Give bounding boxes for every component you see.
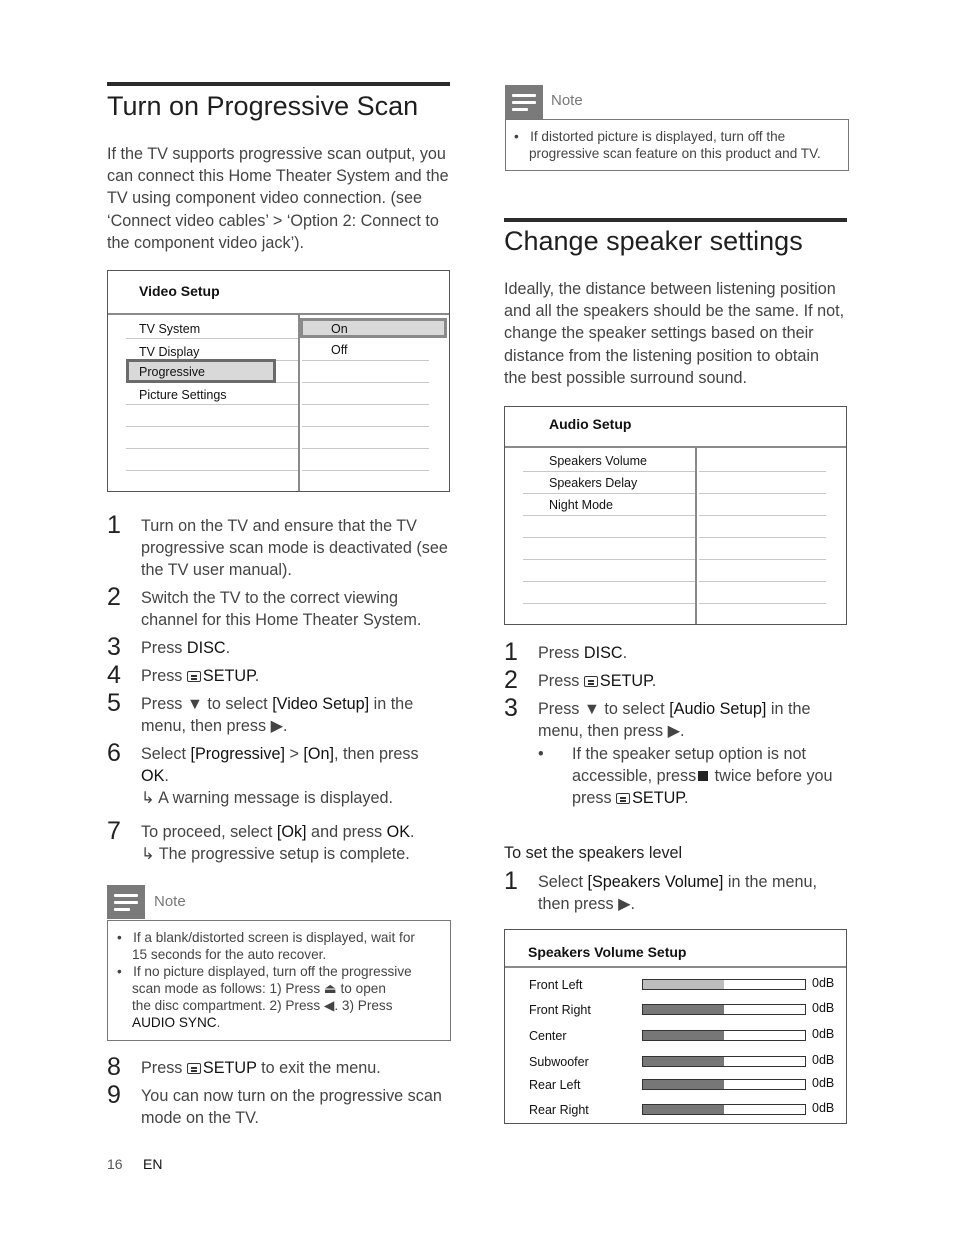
speaker-level-fill (643, 1031, 724, 1040)
step-6-text: Select [Progressive] > [On], then press OK. ↳ A warning message is displayed. (141, 745, 419, 808)
intro-line: TV using component video connection. (see (107, 189, 422, 208)
step-number: 3 (504, 694, 518, 722)
step-number: 5 (107, 689, 121, 717)
step-number: 1 (504, 638, 518, 666)
speaker-label: Center (529, 1029, 567, 1043)
speaker-level-value: 0dB (812, 1076, 835, 1090)
step-number: 6 (107, 739, 121, 767)
speaker-level-value: 0dB (812, 1101, 835, 1115)
intro-paragraph (107, 143, 452, 254)
speaker-level-value: 0dB (812, 976, 835, 990)
speaker-level-value: 0dB (812, 1053, 835, 1067)
eject-icon: ⏏ (323, 981, 337, 996)
speaker-level-slider[interactable] (642, 1004, 806, 1015)
menu-item-picture-settings[interactable]: Picture Settings (139, 388, 227, 402)
menu-item-tv-system[interactable]: TV System (139, 322, 201, 336)
subheading-speakers-level: To set the speakers level (504, 844, 683, 862)
step-2-text: Press SETUP. (538, 672, 657, 690)
speaker-level-slider[interactable] (642, 1030, 806, 1041)
page-number: 16 (107, 1156, 123, 1172)
video-setup-menu (107, 270, 450, 492)
note-list: • If distorted picture is displayed, turn off the progressive scan feature on this product and TV. (514, 129, 821, 161)
menu-column-divider (298, 315, 300, 491)
setup-icon (187, 671, 201, 682)
speaker-label: Rear Right (529, 1103, 589, 1117)
menu-item-speakers-delay[interactable]: Speakers Delay (549, 476, 638, 490)
step-5-text: Press ▼ to select [Video Setup] in the menu, then press ▶. (141, 695, 414, 736)
speaker-level-fill (643, 1105, 724, 1114)
option-on[interactable]: On (331, 322, 348, 336)
result-arrow-icon: ↳ (141, 845, 159, 864)
language-code: EN (143, 1156, 163, 1172)
note-label: Note (154, 893, 186, 910)
section-rule (107, 82, 450, 86)
section-rule (504, 218, 847, 222)
menu-divider (505, 966, 846, 968)
step-number: 2 (504, 666, 518, 694)
step-number: 9 (107, 1081, 121, 1109)
menu-item-tv-display[interactable]: TV Display (139, 345, 200, 359)
audio-setup-menu (504, 406, 847, 625)
intro-line: ‘Connect video cables’ > ‘Option 2: Connect to (107, 211, 439, 230)
menu-title: Speakers Volume Setup (528, 944, 687, 960)
setup-icon (187, 1063, 201, 1074)
speaker-level-value: 0dB (812, 1027, 835, 1041)
menu-title: Video Setup (139, 283, 220, 299)
section-title-progressive: Turn on Progressive Scan (107, 91, 419, 121)
menu-item-night-mode[interactable]: Night Mode (549, 498, 613, 512)
speaker-label: Rear Left (529, 1078, 581, 1092)
step-number: 4 (107, 661, 121, 689)
speaker-level-slider[interactable] (642, 1079, 806, 1090)
speaker-label: Subwoofer (529, 1055, 589, 1069)
speakers-volume-setup-panel (504, 929, 847, 1124)
speaker-level-fill (643, 1080, 724, 1089)
option-off[interactable]: Off (331, 343, 348, 357)
step-3-text: Press DISC. (141, 639, 231, 657)
speaker-level-slider[interactable] (642, 1104, 806, 1115)
menu-item-progressive[interactable]: Progressive (139, 365, 205, 379)
stop-icon (698, 771, 708, 781)
step-1-text: Turn on the TV and ensure that the TV progressive scan mode is deactivated (see the TV user manual). (141, 517, 448, 580)
sublevel-step-text: Select [Speakers Volume] in the menu, then press ▶. (538, 873, 817, 914)
setup-icon (616, 793, 630, 804)
intro-line: can connect this Home Theater System and the (107, 167, 449, 186)
step-2-text: Switch the TV to the correct viewing channel for this Home Theater System. (141, 589, 422, 630)
note-icon (107, 885, 145, 919)
note-label: Note (551, 92, 583, 109)
step-9-text: You can now turn on the progressive scan mode on the TV. (141, 1087, 442, 1128)
result-arrow-icon: ↳ (141, 789, 159, 808)
step-number: 1 (107, 511, 121, 539)
step-1-text: Press DISC. (538, 644, 628, 662)
speaker-label: Front Right (529, 1003, 591, 1017)
setup-icon (584, 676, 598, 687)
menu-title: Audio Setup (549, 416, 632, 432)
speaker-level-fill (643, 980, 724, 989)
speaker-level-fill (643, 1057, 724, 1066)
step-4-text: Press SETUP. (141, 667, 260, 685)
speaker-label: Front Left (529, 978, 583, 992)
step-number: 7 (107, 817, 121, 845)
speaker-level-slider[interactable] (642, 1056, 806, 1067)
step-number: 2 (107, 583, 121, 611)
menu-divider (505, 446, 846, 448)
section-title-speakers: Change speaker settings (504, 226, 803, 256)
intro-line: the component video jack’). (107, 233, 305, 252)
intro-paragraph: Ideally, the distance between listening position and all the speakers should be the same. If not, change the speaker settings based on their distance from the listening position to obtain the best possible surround sound. (504, 280, 845, 387)
menu-divider (108, 313, 449, 315)
step-7-text: To proceed, select [Ok] and press OK. ↳ The progressive setup is complete. (141, 823, 415, 864)
step-number: 8 (107, 1053, 121, 1081)
speaker-level-fill (643, 1005, 724, 1014)
step-number: 1 (504, 867, 518, 895)
step-number: 3 (107, 633, 121, 661)
menu-item-speakers-volume[interactable]: Speakers Volume (549, 454, 647, 468)
note-icon (505, 85, 543, 119)
note-list: • If a blank/distorted screen is displayed, wait for 15 seconds for the auto recover. • If no picture displayed, turn off the progressive scan mode as follows: 1) Press ⏏ to open the disc compartment. 2) Press ◀. 3) Press AUDIO SYNC. (117, 930, 415, 1030)
speaker-level-slider[interactable] (642, 979, 806, 990)
intro-line: If the TV supports progressive scan output, you (107, 145, 446, 163)
step-8-text: Press SETUP to exit the menu. (141, 1059, 381, 1077)
highlight-on-option (300, 318, 447, 338)
step-3-text: Press ▼ to select [Audio Setup] in the menu, then press ▶. (538, 700, 811, 741)
menu-column-divider (695, 448, 697, 624)
speaker-level-value: 0dB (812, 1001, 835, 1015)
